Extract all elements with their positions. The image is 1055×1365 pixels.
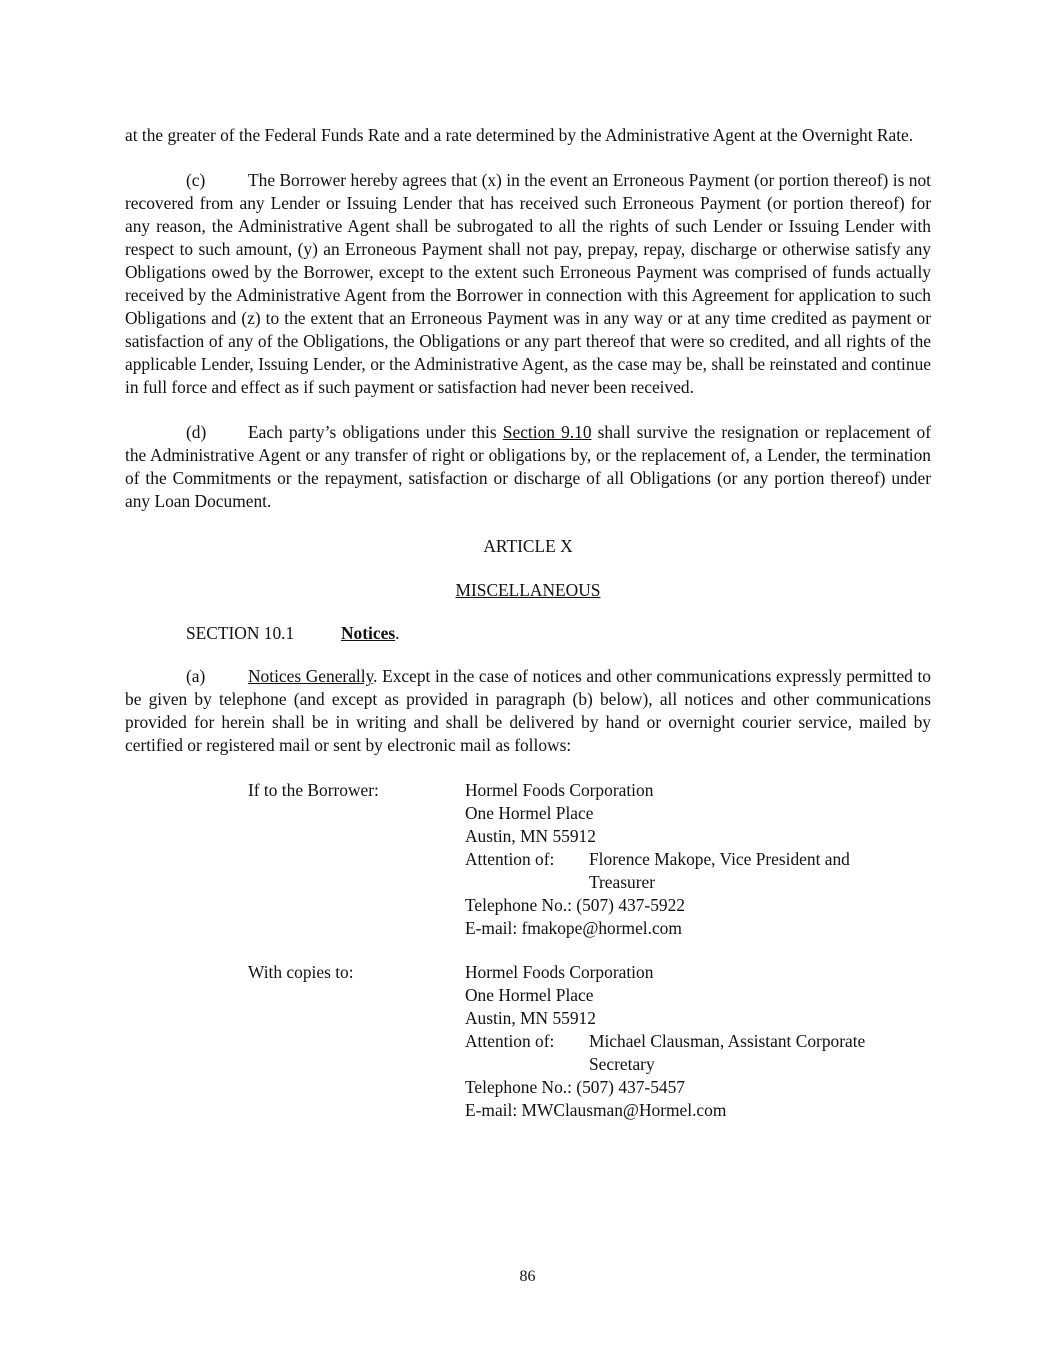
borrower-attention-value: Florence Makope, Vice President and Treasurer [589, 849, 850, 892]
borrower-label: If to the Borrower: [248, 780, 379, 800]
borrower-email[interactable]: E-mail: fmakope@hormel.com [465, 918, 682, 938]
copies-attention-value: Michael Clausman, Assistant Corporate Secretary [589, 1031, 866, 1074]
paragraph-c-label: (c) [186, 170, 206, 190]
paragraph-a [125, 665, 931, 757]
paragraph-d-text-after: shall survive the resignation or replacement of the Administrative Agent or any transfer of right or obligations by, or the replacement of, a Lender, the termination of the Commitments or the repayment, satisfaction or discharge of all Obligations (or any portion thereof) under any Loan Document. [125, 422, 931, 511]
borrower-attention-label: Attention of: [465, 849, 555, 869]
page-number: 86 [519, 1268, 536, 1285]
borrower-address-row [125, 779, 931, 940]
paragraph-continuation: at the greater of the Federal Funds Rate and a rate determined by the Administrative Agent at the Overnight Rate. [125, 125, 914, 145]
copies-address [465, 961, 931, 1122]
borrower-telephone: Telephone No.: (507) 437-5922 [465, 895, 685, 915]
copies-telephone: Telephone No.: (507) 437-5457 [465, 1077, 685, 1097]
notice-addresses [125, 779, 931, 1122]
paragraph-d-text-before: Each party’s obligations under this [248, 422, 503, 442]
document-page [125, 124, 931, 1122]
copies-label: With copies to: [248, 962, 354, 982]
paragraph-c [125, 169, 931, 399]
article-subtitle: MISCELLANEOUS [455, 580, 601, 600]
copies-attention [465, 1030, 931, 1076]
section-title-suffix: . [395, 623, 400, 643]
section-title: Notices [341, 623, 396, 643]
paragraph-c-text: The Borrower hereby agrees that (x) in the event an Erroneous Payment (or portion thereof) is not recovered from any Lender or Issuing Lender that has received such Erroneous Payment (or portion thereof) for any reason, the Administrative Agent shall be subrogated to all the rights of such Lender or Issuing Lender with respect to such amount, (y) an Erroneous Payment shall not pay, prepay, repay, discharge or otherwise satisfy any Obligations owed by the Borrower, except to the extent such Erroneous Payment was comprised of funds actually received by the Administrative Agent from the Borrower in connection with this Agreement for application to such Obligations and (z) to the extent that an Erroneous Payment was in any way or at any time credited as payment or satisfaction of any of the Obligations, the Obligations or any part thereof that were so credited, and all rights of the applicable Lender, Issuing Lender, or the Administrative Agent, as the case may be, shall be reinstated and continue in full force and effect as if such payment or satisfaction had never been received. [125, 170, 931, 397]
borrower-attention [465, 848, 931, 894]
copies-company: Hormel Foods Corporation [465, 962, 654, 982]
copies-city: Austin, MN 55912 [465, 1008, 596, 1028]
copies-attention-label: Attention of: [465, 1031, 555, 1051]
borrower-address [465, 779, 931, 940]
section-number: SECTION 10.1 [186, 623, 295, 643]
paragraph-a-label: (a) [186, 666, 206, 686]
paragraph-d [125, 421, 931, 513]
copies-email[interactable]: E-mail: MWClausman@Hormel.com [465, 1100, 727, 1120]
borrower-company: Hormel Foods Corporation [465, 780, 654, 800]
paragraph-d-label: (d) [186, 422, 207, 442]
copies-address-row [125, 961, 931, 1122]
borrower-city: Austin, MN 55912 [465, 826, 596, 846]
copies-street: One Hormel Place [465, 985, 594, 1005]
section-heading [125, 622, 931, 645]
notices-generally-heading: Notices Generally [248, 666, 374, 686]
paragraph-a-text: . Except in the case of notices and other communications expressly permitted to be given by telephone (and except as provided in paragraph (b) below), all notices and other communications provided for herein shall be in writing and shall be delivered by hand or overnight courier service, mailed by certified or registered mail or sent by electronic mail as follows: [125, 666, 931, 755]
section-9-10-reference[interactable]: Section 9.10 [502, 422, 592, 442]
borrower-street: One Hormel Place [465, 803, 594, 823]
article-title: ARTICLE X [483, 536, 573, 556]
